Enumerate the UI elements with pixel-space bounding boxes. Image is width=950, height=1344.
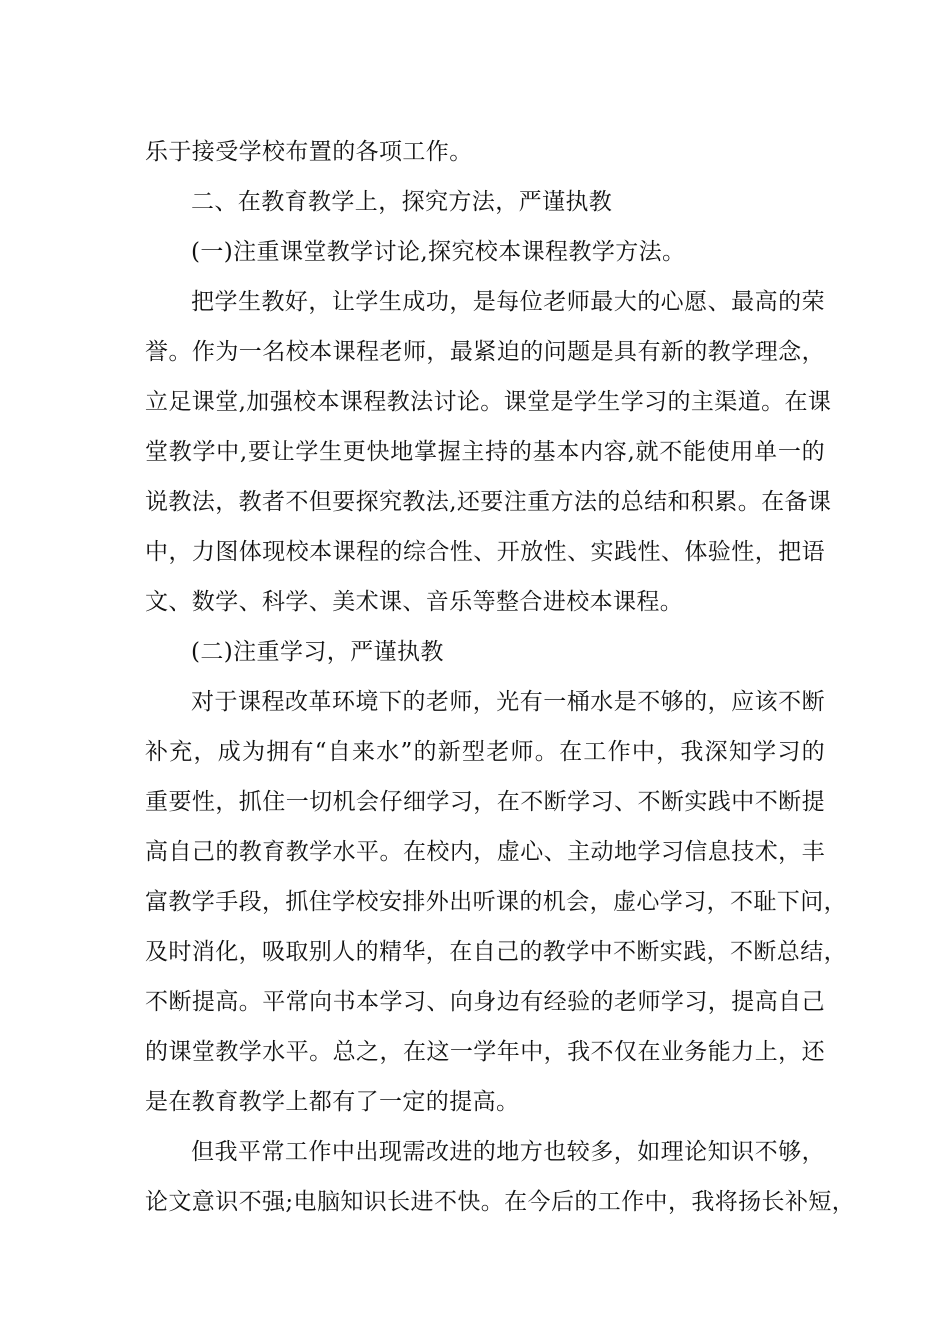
paragraph-line: 不断提高。平常向书本学习、向身边有经验的老师学习，提高自己 <box>145 989 825 1015</box>
section-heading: 二、在教育教学上，探究方法，严谨执教 <box>191 189 613 215</box>
paragraph-line: 但我平常工作中出现需改进的地方也较多，如理论知识不够， <box>191 1139 825 1165</box>
paragraph-line: 把学生教好，让学生成功，是每位老师最大的心愿、最高的荣 <box>191 289 825 315</box>
paragraph-line: 补充，成为拥有“自来水”的新型老师。在工作中，我深知学习的 <box>145 739 825 765</box>
paragraph-line: 堂教学中,要让学生更快地掌握主持的基本内容,就不能使用单一的 <box>145 439 825 465</box>
paragraph-line: 重要性，抓住一切机会仔细学习，在不断学习、不断实践中不断提 <box>145 789 825 815</box>
paragraph-line: 及时消化，吸取别人的精华，在自己的教学中不断实践，不断总结， <box>145 939 847 965</box>
paragraph-line: 是在教育教学上都有了一定的提高。 <box>145 1089 520 1115</box>
paragraph-line: 论文意识不强;电脑知识长进不快。在今后的工作中，我将扬长补短， <box>145 1189 856 1215</box>
subsection-heading: (一)注重课堂教学讨论,探究校本课程教学方法。 <box>191 239 686 265</box>
paragraph-line: 的课堂教学水平。总之，在这一学年中，我不仅在业务能力上，还 <box>145 1039 825 1065</box>
subsection-heading: (二)注重学习，严谨执教 <box>191 639 444 665</box>
paragraph-line: 乐于接受学校布置的各项工作。 <box>145 139 473 165</box>
paragraph-line: 高自己的教育教学水平。在校内，虚心、主动地学习信息技术，丰 <box>145 839 825 865</box>
paragraph-line: 文、数学、科学、美术课、音乐等整合进校本课程。 <box>145 589 684 615</box>
paragraph-line: 中，力图体现校本课程的综合性、开放性、实践性、体验性，把语 <box>145 539 825 565</box>
paragraph-line: 说教法，教者不但要探究教法,还要注重方法的总结和积累。在备课 <box>145 489 832 515</box>
paragraph-line: 富教学手段，抓住学校安排外出听课的机会，虚心学习，不耻下问， <box>145 889 847 915</box>
paragraph-line: 誉。作为一名校本课程老师，最紧迫的问题是具有新的教学理念， <box>145 339 825 365</box>
paragraph-line: 立足课堂,加强校本课程教法讨论。课堂是学生学习的主渠道。在课 <box>145 389 832 415</box>
paragraph-line: 对于课程改革环境下的老师，光有一桶水是不够的，应该不断 <box>191 689 825 715</box>
